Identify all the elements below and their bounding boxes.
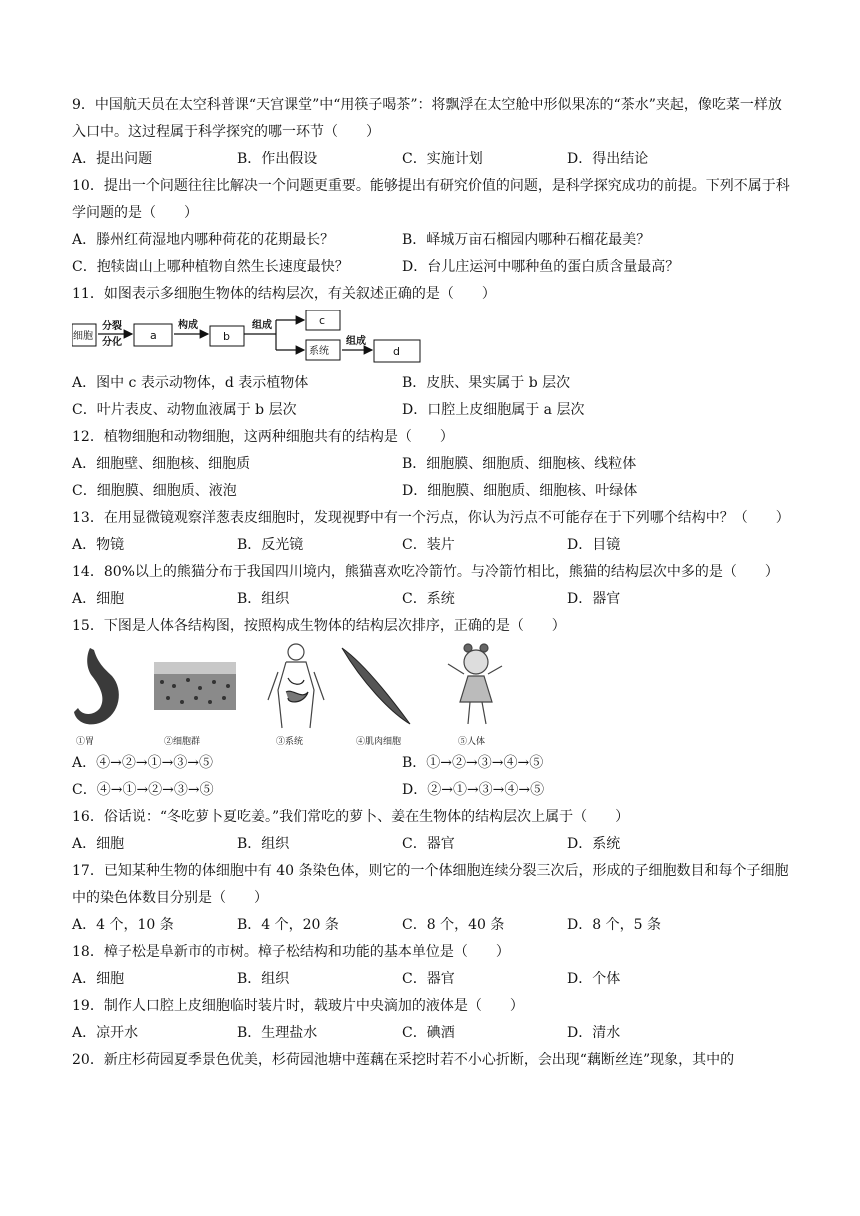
option-b: B．峄城万亩石榴园内哪种石榴花最美？ [402, 232, 651, 248]
option-a: A．细胞壁、细胞核、细胞质 [72, 456, 251, 472]
question-10-options-row2 [72, 254, 792, 281]
question-15-stem: 15．下图是人体各结构图，按照构成生物体的结构层次排序，正确的是（ ） [72, 618, 566, 634]
option-d: D．清水 [567, 1025, 621, 1041]
question-17-stem: 17．已知某种生物的体细胞中有 40 条染色体，则它的一个体细胞连续分裂三次后，形成的子细胞数目和每个子细胞中的染色体数目分别是（ ） [72, 863, 789, 906]
question-9-options [72, 146, 792, 173]
option-a: A．④→②→①→③→⑤ [72, 755, 214, 771]
option-d: D．器官 [567, 591, 621, 607]
question-15-options-row2 [72, 777, 792, 804]
option-b: B．组织 [237, 836, 290, 852]
question-17-options [72, 912, 792, 939]
structure-level-diagram-svg [72, 310, 432, 366]
question-11-options-row2 [72, 397, 792, 424]
question-14-options [72, 586, 792, 613]
caption-human: ⑤人体 [458, 737, 486, 747]
caption-system: ③系统 [276, 737, 304, 747]
option-d: D．目镜 [567, 537, 621, 553]
option-d: D．口腔上皮细胞属于 a 层次 [402, 402, 585, 418]
option-a: A．滕州红荷湿地内哪种荷花的花期最长？ [72, 232, 335, 248]
question-12-stem: 12．植物细胞和动物细胞，这两种细胞共有的结构是（ ） [72, 429, 454, 445]
question-18-stem: 18．樟子松是阜新市的市树。樟子松结构和功能的基本单位是（ ） [72, 944, 510, 960]
option-b: B．4 个，20 条 [237, 917, 339, 933]
question-19-stem: 19．制作人口腔上皮细胞临时装片时，载玻片中央滴加的液体是（ ） [72, 998, 524, 1014]
c-label: c [319, 314, 326, 327]
muscle-cell-icon [342, 648, 410, 724]
option-d: D．得出结论 [567, 151, 649, 167]
a-label: a [150, 329, 157, 342]
divide-label: 分裂 [102, 321, 122, 332]
option-d: D．8 个，5 条 [567, 917, 661, 933]
option-d: D．台儿庄运河中哪种鱼的蛋白质含量最高？ [402, 259, 680, 275]
option-a: A．细胞 [72, 836, 125, 852]
question-11-options-row1 [72, 370, 792, 397]
d-label: d [393, 345, 400, 358]
option-b: B．作出假设 [237, 151, 318, 167]
option-c: C．碘酒 [402, 1025, 455, 1041]
constitute-label: 构成 [178, 320, 198, 331]
question-11-stem: 11．如图表示多细胞生物体的结构层次，有关叙述正确的是（ ） [72, 286, 496, 302]
human-structure-figure [72, 642, 792, 750]
option-a: A．细胞 [72, 971, 125, 987]
b-label: b [223, 330, 230, 343]
option-b: B．皮肤、果实属于 b 层次 [402, 375, 571, 391]
exam-page [72, 92, 792, 1074]
question-14-stem: 14．80%以上的熊猫分布于我国四川境内，熊猫喜欢吃冷箭竹。与冷箭竹相比，熊猫的结构层次中多的是（ ） [72, 564, 779, 580]
question-10-stem: 10．提出一个问题往往比解决一个问题更重要。能够提出有研究价值的问题，是科学探究成功的前提。下列不属于科学问题的是（ ） [72, 178, 790, 221]
structure-level-diagram [72, 310, 792, 366]
question-10-options-row1 [72, 227, 792, 254]
option-a: A．细胞 [72, 591, 125, 607]
option-c: C．叶片表皮、动物血液属于 b 层次 [72, 402, 297, 418]
option-b: B．细胞膜、细胞质、细胞核、线粒体 [402, 456, 637, 472]
option-c: C．器官 [402, 836, 455, 852]
option-d: D．个体 [567, 971, 621, 987]
question-18-options [72, 966, 792, 993]
question-16-options [72, 831, 792, 858]
option-c: C．④→①→②→③→⑤ [72, 782, 214, 798]
digestive-system-icon [268, 644, 324, 728]
option-c: C．抱犊崮山上哪种植物自然生长速度最快？ [72, 259, 349, 275]
option-a: A．提出问题 [72, 151, 153, 167]
question-16-stem: 16．俗话说：“冬吃萝卜夏吃姜。”我们常吃的萝卜、姜在生物体的结构层次上属于（ ） [72, 809, 630, 825]
option-b: B．组织 [237, 971, 290, 987]
question-19-options [72, 1020, 792, 1047]
question-15-options-row1 [72, 750, 792, 777]
caption-cell-group: ②细胞群 [164, 737, 201, 747]
question-20-stem: 20．新庄杉荷园夏季景色优美，杉荷园池塘中莲藕在采挖时若不小心折断，会出现“藕断丝连”现象，其中的 [72, 1052, 735, 1068]
option-d: D．②→①→③→④→⑤ [402, 782, 545, 798]
option-c: C．细胞膜、细胞质、液泡 [72, 483, 237, 499]
question-12-options-row2 [72, 478, 792, 505]
option-b: B．①→②→③→④→⑤ [402, 755, 544, 771]
option-c: C．系统 [402, 591, 455, 607]
system-label: 系统 [309, 346, 329, 357]
option-b: B．组织 [237, 591, 290, 607]
question-12-options-row1 [72, 451, 792, 478]
compose-label-1: 组成 [252, 320, 272, 331]
person-icon [448, 644, 502, 724]
option-a: A．图中 c 表示动物体，d 表示植物体 [72, 375, 309, 391]
caption-muscle-cell: ④肌肉细胞 [356, 737, 402, 747]
option-d: D．细胞膜、细胞质、细胞核、叶绿体 [402, 483, 638, 499]
question-13-options [72, 532, 792, 559]
cell-label: 细胞 [73, 331, 93, 342]
differentiate-label: 分化 [102, 337, 122, 348]
option-c: C．装片 [402, 537, 455, 553]
caption-stomach: ①胃 [76, 737, 95, 747]
option-c: C．器官 [402, 971, 455, 987]
option-d: D．系统 [567, 836, 621, 852]
option-a: A．凉开水 [72, 1025, 139, 1041]
option-b: B．反光镜 [237, 537, 304, 553]
option-c: C．实施计划 [402, 151, 483, 167]
option-c: C．8 个，40 条 [402, 917, 505, 933]
compose-label-2: 组成 [346, 336, 366, 347]
option-a: A．物镜 [72, 537, 125, 553]
option-a: A．4 个，10 条 [72, 917, 174, 933]
question-13-stem: 13．在用显微镜观察洋葱表皮细胞时，发现视野中有一个污点，你认为污点不可能存在于下列哪个结构中？（ ） [72, 510, 790, 526]
option-b: B．生理盐水 [237, 1025, 318, 1041]
question-9-stem: 9．中国航天员在太空科普课“天宫课堂”中“用筷子喝茶”：将飘浮在太空舱中形似果冻的“茶水”夹起，像吃菜一样放入口中。这过程属于科学探究的哪一环节（ ） [72, 97, 782, 140]
stomach-icon [74, 648, 119, 724]
